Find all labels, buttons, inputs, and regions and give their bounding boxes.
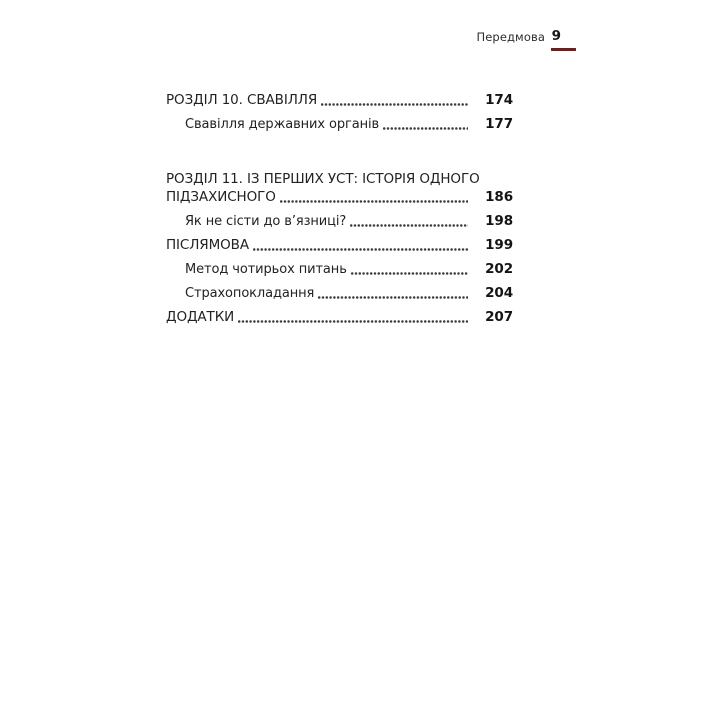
toc-list [166,94,513,324]
toc-entry-title: РОЗДІЛ 10. СВАВІЛЛЯ [166,92,318,108]
toc-dot-leader [318,296,468,299]
toc-entry-title: Метод чотирьох питань [185,262,347,277]
toc-entry-title: Страхопокладання [185,286,315,301]
toc-dot-leader [253,248,468,251]
toc-entry [166,173,513,204]
toc-entry-title: Як не сісти до в’язниці? [185,214,347,229]
toc-dot-leader [280,200,468,203]
toc-entry-page-number: 177 [485,116,513,132]
header-accent-rule [551,48,576,51]
toc-entry-page-number: 202 [485,261,513,277]
toc-entry [166,263,513,276]
toc-entry-row [166,311,513,324]
toc-entry-title: ПІСЛЯМОВА [166,237,249,253]
toc-entry [166,239,513,252]
toc-entry-page-number: 207 [485,309,513,325]
toc-entry-title: Свавілля державних органів [185,117,380,132]
toc-dot-leader [238,320,468,323]
header-section-label: Передмова [476,30,545,44]
header-page-number: 9 [551,28,561,44]
toc-entry [166,311,513,324]
toc-entry-row [166,215,513,228]
toc-dot-leader [350,224,468,227]
toc-entry-row [166,191,513,204]
toc-entry [166,94,513,107]
toc-entry [166,287,513,300]
toc-entry-row [166,239,513,252]
toc-entry-page-number: 204 [485,285,513,301]
toc-entry-page-number: 198 [485,213,513,229]
toc-entry-page-number: 186 [485,189,513,205]
toc-entry-title: ДОДАТКИ [166,309,235,325]
toc-entry-row [166,94,513,107]
toc-entry-row [166,118,513,131]
toc-entry [166,118,513,131]
toc-entry-title-first-line: РОЗДІЛ 11. ІЗ ПЕРШИХ УСТ: ІСТОРІЯ ОДНОГО [166,171,480,187]
toc-entry-title: ПІДЗАХИСНОГО [166,189,276,205]
toc-dot-leader [321,103,468,106]
toc-entry-page-number: 199 [485,237,513,253]
toc-dot-leader [351,272,468,275]
toc-dot-leader [383,127,468,130]
toc-entry-page-number: 174 [485,92,513,108]
toc-entry-row [166,287,513,300]
toc-entry-row [166,263,513,276]
toc-entry [166,215,513,228]
